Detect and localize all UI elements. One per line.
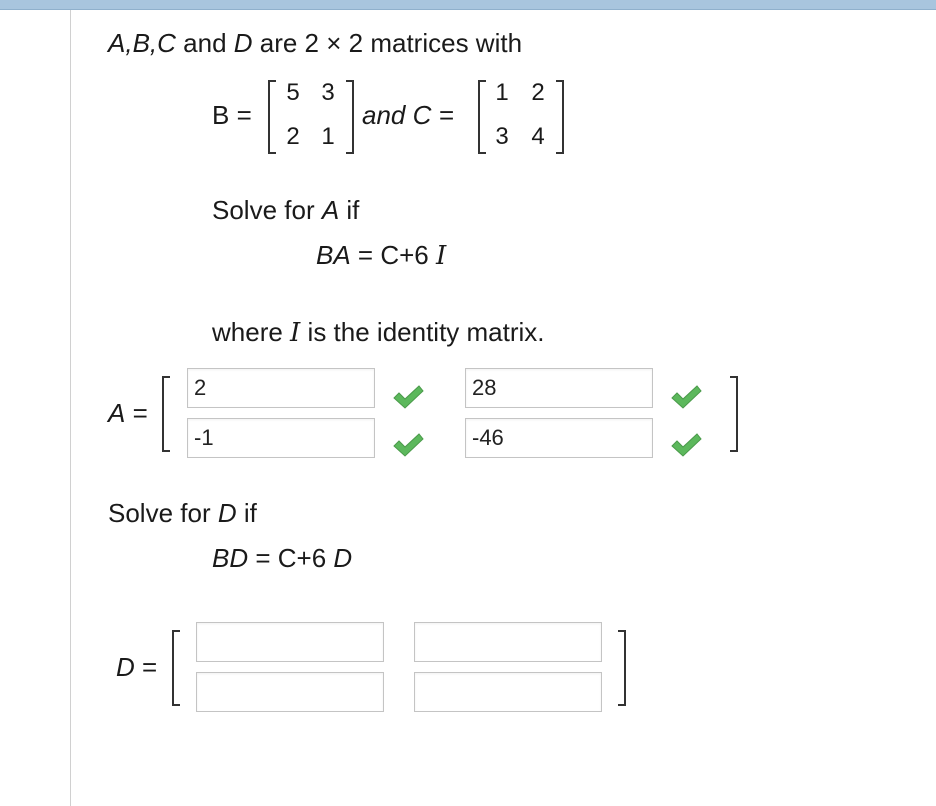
- matrix-d-label: D =: [116, 652, 158, 682]
- equation-a-identity: I: [435, 241, 447, 271]
- equation-d-mid: = C+6: [248, 543, 334, 573]
- equation-d: [212, 543, 352, 573]
- matrix-a-input-r2c2[interactable]: [465, 418, 653, 458]
- matrix-b-cell: 1: [321, 123, 335, 150]
- where-text: [212, 317, 545, 348]
- intro-and: and: [175, 28, 234, 58]
- check-icon: [392, 383, 424, 411]
- solve-d-prompt: [108, 498, 257, 528]
- matrix-c-right-bracket: [556, 80, 564, 154]
- equation-d-var: D: [333, 543, 353, 573]
- where-var: I: [290, 318, 301, 348]
- solve-d-prefix: Solve for: [108, 498, 218, 528]
- check-icon: [392, 431, 424, 459]
- intro-d: D: [233, 28, 253, 58]
- solve-a-prompt: [212, 195, 359, 225]
- matrix-c-left-bracket: [478, 80, 486, 154]
- matrix-d-input-r2c2[interactable]: [414, 672, 602, 712]
- matrix-a-label: A =: [108, 398, 148, 428]
- equation-a: [316, 240, 446, 271]
- intro-suffix: are 2 × 2 matrices with: [252, 28, 523, 58]
- where-suffix: is the identity matrix.: [300, 317, 545, 347]
- matrix-b-right-bracket: [346, 80, 354, 154]
- top-bar: [0, 0, 936, 10]
- equation-a-left: BA: [316, 240, 351, 270]
- equation-a-mid: = C+6: [350, 240, 436, 270]
- matrix-a-var: A: [108, 398, 126, 428]
- matrix-d-input-r2c1[interactable]: [196, 672, 384, 712]
- intro-matrices: A,B,C: [108, 28, 176, 58]
- matrix-d-var: D: [116, 652, 135, 682]
- matrix-d-left-bracket: [172, 630, 180, 706]
- matrix-c-cell: 1: [495, 79, 509, 106]
- matrix-b-cell: 2: [286, 123, 300, 150]
- matrix-c-cell: 4: [531, 123, 545, 150]
- matrix-b-left-bracket: [268, 80, 276, 154]
- left-margin-line: [70, 10, 71, 806]
- matrix-a-input-r2c1[interactable]: [187, 418, 375, 458]
- solve-a-suffix: if: [339, 195, 360, 225]
- check-icon: [670, 383, 702, 411]
- matrix-c-cell: 3: [495, 123, 509, 150]
- check-icon: [670, 431, 702, 459]
- solve-a-var: A: [321, 195, 340, 225]
- matrix-c-cell: 2: [531, 79, 545, 106]
- matrix-d-input-r1c1[interactable]: [196, 622, 384, 662]
- intro-text: [108, 28, 522, 58]
- matrix-a-right-bracket: [730, 376, 738, 452]
- equation-d-left: BD: [212, 543, 249, 573]
- solve-d-suffix: if: [236, 498, 257, 528]
- matrix-b-cell: 5: [286, 79, 300, 106]
- matrix-d-input-r1c2[interactable]: [414, 622, 602, 662]
- where-prefix: where: [212, 317, 291, 347]
- matrix-c-connector: and C =: [362, 100, 454, 130]
- matrix-b-cell: 3: [321, 79, 335, 106]
- matrix-a-input-r1c1[interactable]: [187, 368, 375, 408]
- matrix-b-label: B =: [212, 100, 252, 130]
- solve-a-prefix: Solve for: [212, 195, 322, 225]
- matrix-d-right-bracket: [618, 630, 626, 706]
- matrix-a-left-bracket: [162, 376, 170, 452]
- solve-d-var: D: [217, 498, 237, 528]
- matrix-a-input-r1c2[interactable]: [465, 368, 653, 408]
